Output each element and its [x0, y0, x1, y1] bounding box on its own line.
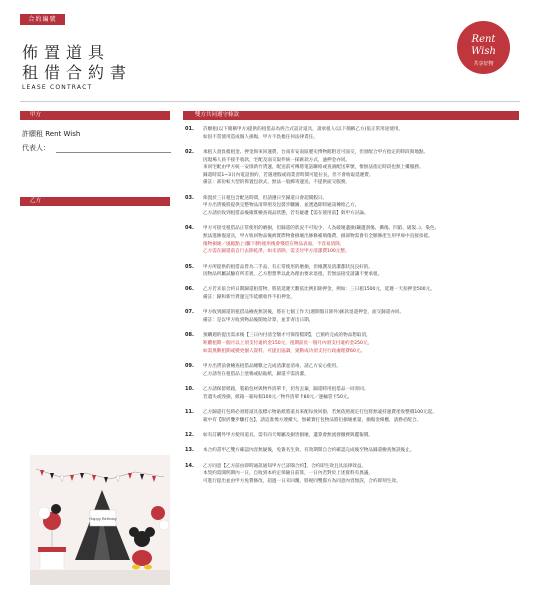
- term-number: 12.: [185, 431, 194, 438]
- term-text-line: 如需異動租期或變更個人資料，可提出協調，異動成功須支付行政處理費60元。: [203, 348, 366, 354]
- party-a-rep-label: 代表人：: [22, 144, 50, 152]
- term-item: [185, 264, 521, 279]
- term-number: 02.: [185, 148, 194, 155]
- term-number: 11.: [185, 409, 194, 415]
- term-item: [185, 447, 521, 455]
- party-a-bar: 甲方: [20, 111, 170, 120]
- term-text-line: 佈置於三日租包含配送時間，但請遵日至歸還日會超開假日。: [203, 195, 328, 201]
- rep-signature-line[interactable]: [56, 152, 171, 153]
- term-text-line: 甲方出貨前會檢查租借品總數之完成清潔並消毒，請乙方安心使用。: [203, 364, 341, 370]
- term-text-line: 乙方需在歸還前自行去除乾淨，如未清除，需支付甲方清潔費100元整。: [203, 249, 350, 255]
- terms-bar: 雙方共同遵守條款: [183, 111, 519, 120]
- party-photo: [30, 455, 170, 585]
- term-item: [185, 409, 521, 424]
- logo-line3: 共享好物: [473, 61, 494, 67]
- term-number: 09.: [185, 363, 194, 370]
- term-text-line: 乙方請勿在租借品上塗鴉或貼貼紙，歸還不需清潔。: [203, 371, 309, 377]
- page-subtitle: LEASE CONTRACT: [22, 84, 93, 91]
- term-text-line: 甲方收到歸還的租借品檢查無誤後，將在七個工作天(週期假日除外)匯款退還押金，面交歸還亦同。: [203, 310, 405, 316]
- term-item: [185, 363, 521, 378]
- term-text-line: 距離租期一個月以上須支付違約金150元，租期前於一個月內須支付違約金250元，: [203, 341, 373, 347]
- term-text-line: 甲方所提供的租借品皆為二手品，有正常使用的磨損，但維護及清潔都狀況良好的。: [203, 264, 373, 270]
- term-number: 14.: [185, 462, 194, 469]
- term-number: 06.: [185, 286, 194, 293]
- term-text-line: 甲方出貨後將提供完整物品清單照及包裝步驟圖，並透過即時通訊傳給乙方。: [203, 203, 360, 209]
- term-number: 05.: [185, 263, 194, 270]
- term-item: [185, 432, 521, 440]
- term-text-line: 可進行提出並由甲方免費修改，超過一日未回覆，將視同雙都方為同意內容無誤，合約即刻生效。: [203, 478, 401, 484]
- party-illustration: [30, 455, 170, 585]
- term-number: 04.: [185, 225, 194, 232]
- term-item: [185, 195, 521, 218]
- logo-line1: Rent: [471, 34, 496, 45]
- term-text-line: 甲方可接受租借品正常使用的磨損，但歸還的狀況不可短少，人為破壞遺損(鑲邊刮傷、撕傷、凹陷、破裂..)、染色、: [203, 226, 440, 232]
- contract-number-tab: 合約編號: [20, 14, 65, 25]
- party-b-bar: 乙方: [20, 197, 170, 206]
- term-item: [185, 286, 521, 301]
- term-text-line: 歸還時需1~3日內電話預約，若遇連假或商業習時間可能拉長，但不會收取延遲費。: [203, 172, 374, 178]
- party-a-name: 許願租 Rent Wish: [22, 130, 81, 138]
- term-text-line: 傷物損壞／風鬆點上(驅下膠)使用後會殘留在物品表面，不容易清除，: [203, 241, 345, 247]
- term-text-line: 因物品所屬試驗有所差異，乙方想想準以此為理由要求退租，若無法接受請讓不要承租。: [203, 272, 383, 278]
- term-text-line: 乙方同意【乙方前由即時通訊通知甲方已詳閱合約】，合約即生效且具法律效益。: [203, 463, 367, 469]
- term-text-line: 預購週的提出需求後【三日內付清全額才可保留檔期】，已預約完成的物品想取消，: [203, 333, 371, 339]
- term-text-line: 許願租(以下簡稱甲方)提供的租借品為經合式設計道具，請承租人(以下簡稱乙方)依正常用途使用。: [203, 127, 404, 132]
- term-text-line: 乙方歸還打包時必須將道具依標示物貼紙將道具來配每放回掛，若無依照規定打包將無違持運費產收整價100元起。: [203, 410, 437, 415]
- term-item: [185, 332, 521, 355]
- term-item: [185, 225, 521, 255]
- term-text-line: 本契約需開明期內一日，自收到本約定保險日前算，一日內若對於上述資料有異議，: [203, 471, 373, 477]
- term-text-line: 箱中有【限折疊步驟打包】，請這准像方連續大，無確實打包物品將衍損壞重量，損傷金相應，請務必配合。: [203, 417, 422, 423]
- term-text-line: 來回宅配由甲方統一安排新竹貨運，配送前可傳將電話聯絡或查詢配送單號，惟無法指定時段也無上樓服務。: [203, 165, 424, 171]
- term-text-line: 備註：是以甲方收到物品後開始計算，並非寄出日期。: [203, 318, 314, 324]
- term-text-line: 如有訂購外甲方使用道具，需有向天爆屬及損害損壞，遺算會無流發撤裡與鑑報價。: [203, 432, 373, 438]
- term-item: [185, 386, 521, 401]
- term-number: 13.: [185, 447, 194, 454]
- term-text-line: 乙方請於收到租借品後確實檢查商品狀態，若有疑慮【需在使用前】與甲方討論。: [203, 210, 369, 216]
- terms-list: [185, 126, 521, 493]
- term-number: 07.: [185, 309, 194, 316]
- term-text-line: 本合約書甲乙雙方確認內容無疑後，免簽名生效，有效期間自合約確認完成後至物品歸還檢查無誤後止。: [203, 448, 415, 454]
- term-number: 01.: [185, 126, 194, 132]
- term-number: 10.: [185, 386, 194, 393]
- term-item: [185, 463, 521, 486]
- term-item: [185, 309, 521, 324]
- term-number: 03.: [185, 194, 194, 201]
- term-item: [185, 149, 521, 187]
- page-title-line1: 佈置道具: [22, 43, 111, 62]
- term-text-line: 乙方若未依合約日期歸還租借物，將依延遲天數依比例扣除押金，例如：三日租1500元，延遲一天扣押金500元。: [203, 287, 435, 293]
- term-text-line: 承租人須負擔租金、押金與來回運費，台南市安南區歷史博物館附近可面交，但須配合甲方指定的時段與地點。: [203, 149, 429, 155]
- term-text-line: 備註：歸和新竹貨運完毕延續收件不扣押金。: [203, 295, 295, 301]
- term-text-line: 備註：部份較大型的佈置包款式，無法一般郵寄運送，不提供面交服務。: [203, 180, 351, 186]
- header-divider: [20, 101, 520, 102]
- term-item: [185, 126, 521, 141]
- term-text-line: 若遺失或毀損，紙箱一箱每個100元／物件清單卡80元／運輸袋卡50元。: [203, 394, 353, 400]
- term-text-line: 乙方請保留紙箱，裝箱包材與物件清單卡，切勿丟棄，歸還時用租借品一同寄回。: [203, 387, 369, 393]
- term-text-line: 因現場人員不接手收款，宅配及面交取件統一採匯款方式，逾押金亦同。: [203, 157, 351, 163]
- term-text-line: 無法進修復道具，甲方收回物品後被實際物會損壞出修修補填傷費，損部物需會有全額修產生用甲庫中直接扣抵。: [203, 233, 433, 239]
- term-text-line: 如因不當使用造成個人損傷，甲方不負擔任何法律責任。: [203, 134, 318, 140]
- term-number: 08.: [185, 332, 194, 339]
- brand-logo: [457, 21, 510, 74]
- photo-banner-text: Happy Birthday: [89, 516, 117, 521]
- logo-line2: Wish: [471, 46, 496, 57]
- page-title-line2: 租借合約書: [22, 63, 133, 82]
